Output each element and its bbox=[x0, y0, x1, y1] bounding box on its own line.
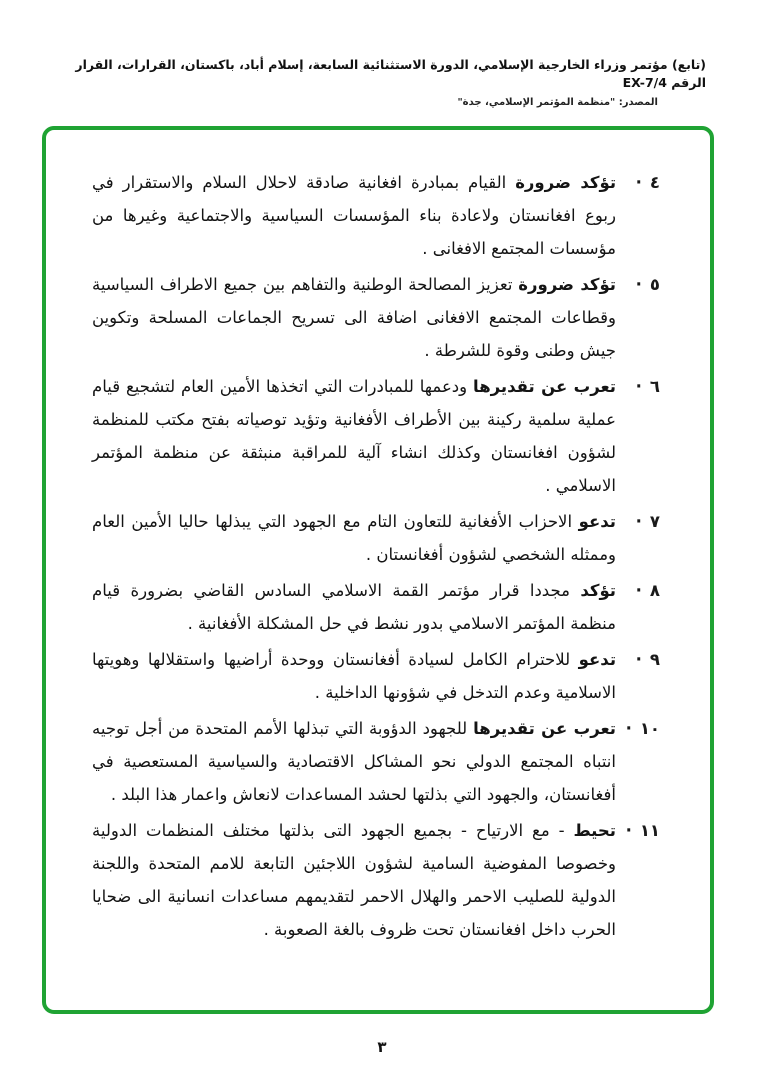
item-text bbox=[92, 712, 616, 811]
item-number-cell bbox=[616, 712, 660, 745]
resolution-item-11 bbox=[92, 814, 660, 946]
item-text bbox=[92, 370, 616, 502]
item-text bbox=[92, 574, 616, 640]
item-body-text: القيام بمبادرة افغانية صادقة لاحلال السلام والاستقرار في ربوع افغانستان ولاعادة بناء المؤسسات السياسية والاجتماعية وغيرها من مؤسسات المجتمع الافغانى . bbox=[92, 173, 616, 258]
item-number: ١٠ bbox=[639, 719, 660, 738]
item-marker: · bbox=[635, 173, 642, 192]
document-header bbox=[40, 56, 706, 108]
item-lead: تؤكد ضرورة bbox=[518, 275, 616, 294]
item-body-text: للجهود الدؤوبة التي تبذلها الأمم المتحدة من أجل توجيه انتباه المجتمع الدولي نحو المشاكل الاقتصادية والسياسية المستعصية في أفغانستان، والجهود التي بذلتها لحشد المساعدات لانعاش واعمار هذا البلد . bbox=[92, 719, 616, 804]
resolution-item-7 bbox=[92, 505, 660, 571]
item-number: ٥ bbox=[649, 275, 660, 294]
item-number-cell bbox=[616, 166, 660, 199]
resolution-item-4 bbox=[92, 166, 660, 265]
resolution-item-9 bbox=[92, 643, 660, 709]
item-lead: تدعو bbox=[578, 650, 617, 669]
item-lead: تعرب عن تقديرها bbox=[473, 377, 616, 396]
item-lead: تدعو bbox=[578, 512, 616, 531]
item-number: ٧ bbox=[649, 512, 660, 531]
item-marker: · bbox=[635, 275, 642, 294]
item-number: ١١ bbox=[639, 821, 660, 840]
item-lead: تحيط bbox=[573, 821, 617, 840]
item-marker: · bbox=[635, 512, 642, 531]
item-number-cell bbox=[616, 643, 660, 676]
item-lead: تعرب عن تقديرها bbox=[473, 719, 616, 738]
item-text bbox=[92, 166, 616, 265]
item-body-text: ودعمها للمبادرات التي اتخذها الأمين العام لتشجيع قيام عملية سلمية ركينة بين الأطراف الأفغانية وتؤيد توصياته بفتح مكتب للمنظمة لشؤون افغانستان وكذلك انشاء آلية للمراقبة منبثقة عن منظمة المؤتمر الاسلامي . bbox=[92, 377, 616, 495]
resolution-item-6 bbox=[92, 370, 660, 502]
item-text bbox=[92, 268, 616, 367]
resolution-box bbox=[42, 126, 714, 1014]
item-number: ٦ bbox=[649, 377, 660, 396]
header-source: المصدر: "منظمة المؤتمر الإسلامي، جدة" bbox=[457, 97, 658, 109]
item-number: ٤ bbox=[649, 173, 660, 192]
item-body-text: الاحزاب الأفغانية للتعاون التام مع الجهود التي يبذلها حاليا الأمين العام وممثله الشخصي لشؤون أفغانستان . bbox=[92, 512, 616, 564]
item-number-cell bbox=[616, 574, 660, 607]
item-text bbox=[92, 505, 616, 571]
item-body-text: مجددا قرار مؤتمر القمة الاسلامي السادس القاضي بضرورة قيام منظمة المؤتمر الاسلامي بدور نشط في حل المشكلة الأفغانية . bbox=[92, 581, 616, 633]
item-number-cell bbox=[616, 268, 660, 301]
item-text bbox=[92, 643, 616, 709]
item-body-text: للاحترام الكامل لسيادة أفغانستان ووحدة أراضيها واستقلالها وهويتها الاسلامية وعدم التدخل في شؤونها الداخلية . bbox=[92, 650, 616, 702]
page-number: ٣ bbox=[377, 1038, 387, 1056]
resolution-item-5 bbox=[92, 268, 660, 367]
item-text bbox=[92, 814, 616, 946]
item-body-text: تعزيز المصالحة الوطنية والتفاهم بين جميع الاطراف السياسية وقطاعات المجتمع الافغانى اضافة الى تسريح الجماعات المسلحة وتكوين جيش وطنى وقوة للشرطة . bbox=[92, 275, 616, 360]
item-lead: تؤكد ضرورة bbox=[515, 173, 617, 192]
item-marker: · bbox=[625, 821, 632, 840]
item-marker: · bbox=[635, 377, 642, 396]
item-number: ٩ bbox=[649, 650, 660, 669]
item-body-text: - مع الارتياح - بجميع الجهود التى بذلتها مختلف المنظمات الدولية وخصوصا المفوضية السامية لشؤون اللاجئين التابعة للامم المتحدة واللجنة الدولية للصليب الاحمر والهلال الاحمر لتقديمهم مساعدات انسانية الى ضحايا الحرب داخل افغانستان تحت ظروف بالغة الصعوبة . bbox=[92, 821, 616, 939]
item-marker: · bbox=[625, 719, 632, 738]
item-number-cell bbox=[616, 814, 660, 847]
item-number-cell bbox=[616, 505, 660, 538]
item-marker: · bbox=[635, 650, 642, 669]
item-marker: · bbox=[635, 581, 642, 600]
item-number-cell bbox=[616, 370, 660, 403]
item-number: ٨ bbox=[649, 581, 660, 600]
header-title: (تابع) مؤتمر وزراء الخارجية الإسلامي، الدورة الاستثنائية السابعة، إسلام أباد، باكستان، القرارات، القرار الرقم EX-7/4 bbox=[75, 57, 706, 91]
resolution-item-8 bbox=[92, 574, 660, 640]
resolution-item-10 bbox=[92, 712, 660, 811]
item-lead: تؤكد bbox=[580, 581, 616, 600]
